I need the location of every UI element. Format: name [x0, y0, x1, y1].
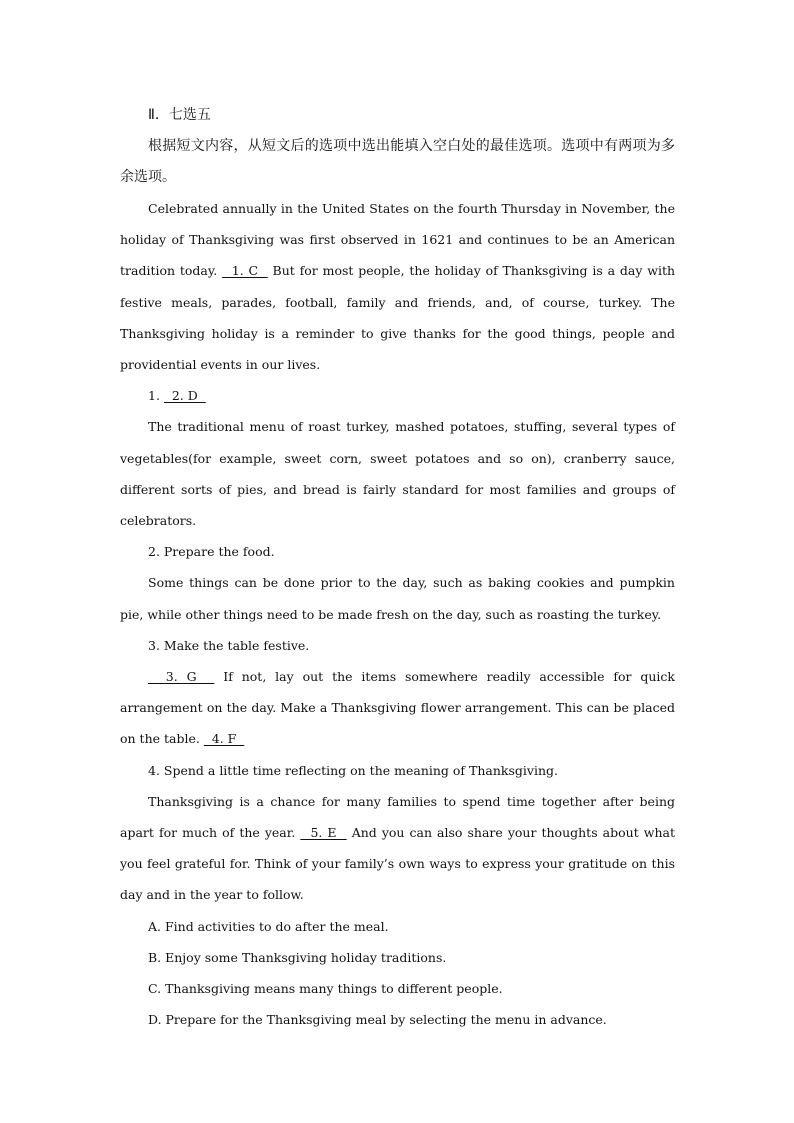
paragraph-food: Some things can be done prior to the day, such as baking cookies and pumpkin pie, while other things need to be made fresh on the day, such as roasting the turkey.	[120, 575, 675, 622]
answer-blank-3: 3. G	[148, 669, 215, 685]
option-d: D. Prepare for the Thanksgiving meal by selecting the menu in advance.	[148, 1012, 607, 1028]
answer-blank-5: 5. E	[300, 825, 347, 841]
intro-text-a: Celebrated annually in the United States on the fourth Thursday in November, the holiday of Thanksgiving was first observed in 1621 and continues to be an American tradition today.	[120, 201, 675, 279]
instructions: 根据短文内容，从短文后的选项中选出能填入空白处的最佳选项。选项中有两项为多余选项。	[120, 138, 675, 185]
step-2: 2. Prepare the food.	[148, 544, 275, 560]
option-a: A. Find activities to do after the meal.	[148, 918, 389, 934]
answer-blank-4: 4. F	[203, 731, 245, 747]
intro-text-b: But for most people, the holiday of Thanksgiving is a day with festive meals, parades, football, family and friends, and, of course, turkey. The Thanksgiving holiday is a reminder to give thanks for the good things, people and providential events in our lives.	[120, 263, 676, 373]
step-3: 3. Make the table festive.	[148, 637, 310, 653]
meaning-text-b: And you can also share your thoughts about what you feel grateful for. Think of your family’s own ways to express your gratitude on this day and in the year to follow.	[120, 825, 675, 903]
paragraph-table	[120, 661, 675, 755]
step-4: 4. Spend a little time reflecting on the meaning of Thanksgiving.	[148, 762, 558, 778]
paragraph-meaning	[120, 786, 675, 911]
passage-intro	[120, 193, 675, 380]
table-text: If not, lay out the items somewhere readily accessible for quick arrangement on the day. Make a Thanksgiving flower arrangement. This can be placed on the table.	[120, 669, 675, 747]
meaning-text-a: Thanksgiving is a chance for many families to spend time together after being apart for much of the year.	[120, 793, 675, 841]
step-1	[120, 380, 675, 411]
document-page	[120, 100, 675, 1035]
option-b: B. Enjoy some Thanksgiving holiday traditions.	[148, 949, 447, 965]
paragraph-menu: The traditional menu of roast turkey, mashed potatoes, stuffing, several types of vegetables(for example, sweet corn, sweet potatoes and so on), cranberry sauce, different sorts of pies, and bread is fairly standard for most families and groups of celebrators.	[120, 419, 675, 529]
option-c: C. Thanksgiving means many things to different people.	[148, 981, 503, 997]
section-heading: Ⅱ．七选五	[148, 107, 211, 123]
answer-blank-1: 1. C	[222, 263, 268, 279]
answer-blank-2: 2. D	[163, 388, 206, 404]
step-1-prefix: 1.	[148, 388, 164, 404]
